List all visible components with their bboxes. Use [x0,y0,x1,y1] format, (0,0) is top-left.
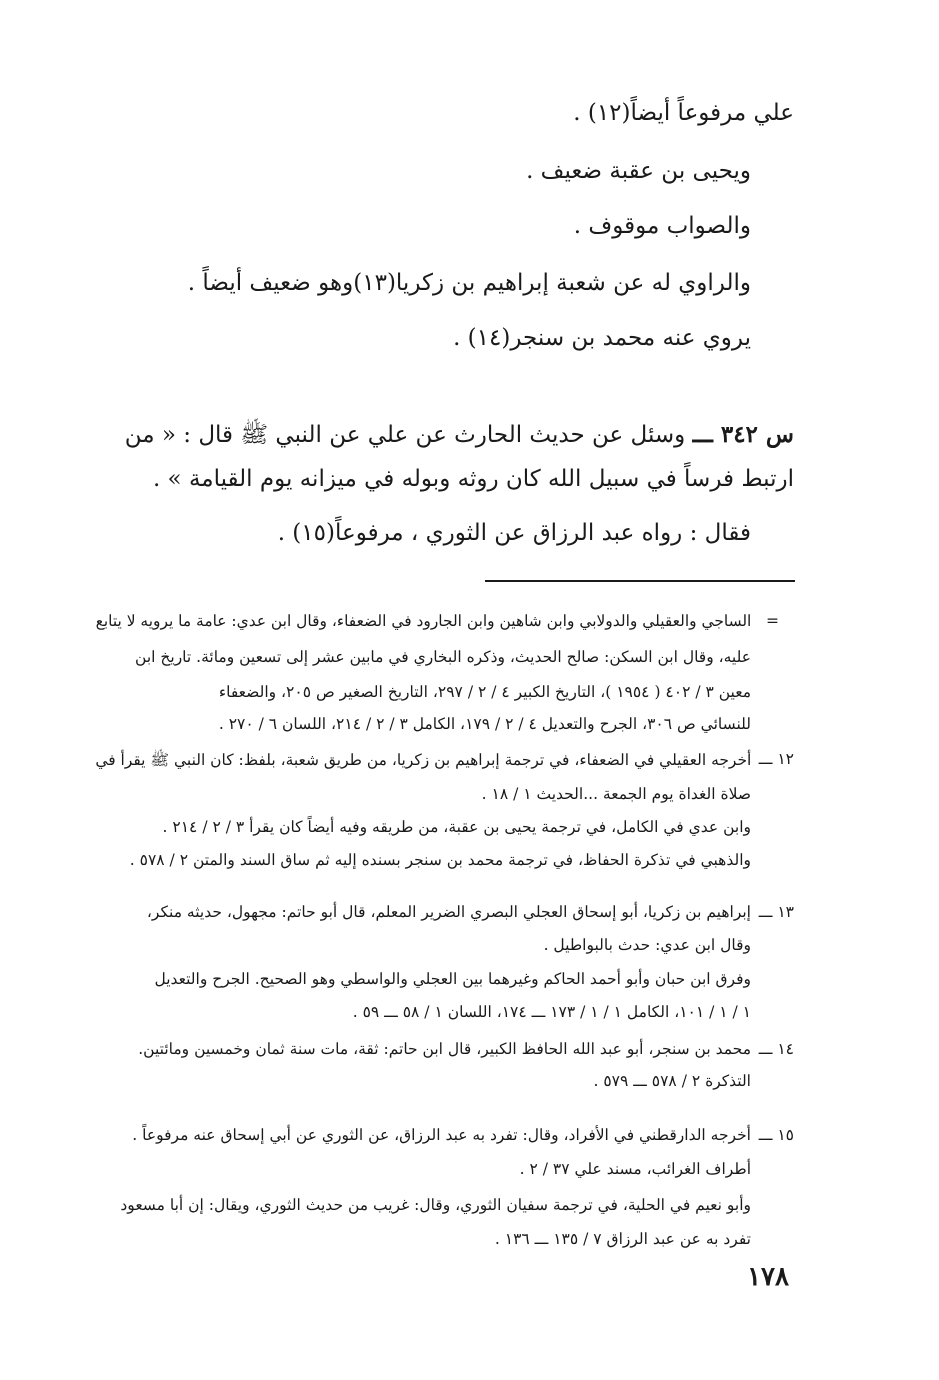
footnote-cont-line-1: الساجي والعقيلي والدولابي وابن شاهين وابن الجارود في الضعفاء، وقال ابن عدي: عامة ما يرويه لا يتابع [95,612,751,630]
main-line-2: ويحيى بن عقبة ضعيف . [526,158,751,184]
footnote-15-line-1: أخرجه الدارقطني في الأفراد، وقال: تفرد به عبد الرزاق، عن الثوري عن أبي إسحاق عنه مرفوعاً . [132,1126,751,1144]
footnote-14-line-2: التذكرة ٢ / ٥٧٨ ـــ ٥٧٩ . [593,1072,751,1090]
main-line-5: يروي عنه محمد بن سنجر(١٤) . [453,325,751,351]
footnote-cont-line-2: عليه، وقال ابن السكن: صالح الحديث، وذكره البخاري في مابين عشر إلى تسعين ومائة. تاريخ ابن [135,648,751,666]
footnote-13-number: ١٣ ـــ [758,903,794,921]
footnote-cont-line-3: معين ٣ / ٤٠٢ ( ١٩٥٤ )، التاريخ الكبير ٤ / ٢ / ٢٩٧، التاريخ الصغير ص ٢٠٥، والضعفاء [218,683,751,701]
main-line-1: علي مرفوعاً أيضاً(١٢) . [573,100,794,126]
footnote-cont-line-4: للنسائي ص ٣٠٦، الجرح والتعديل ٤ / ٢ / ١٧٩، الكامل ٣ / ٢ / ٢١٤، اللسان ٦ / ٢٧٠ . [218,715,751,733]
footnote-15-line-2: أطراف الغرائب، مسند علي ٣٧ / ٢ . [519,1160,751,1178]
footnote-14-line-1: محمد بن سنجر، أبو عبد الله الحافظ الكبير، قال ابن حاتم: ثقة، مات سنة ثمان وخمسين ومائتين. [138,1040,751,1058]
footnote-12-line-4: والذهبي في تذكرة الحفاظ، في ترجمة محمد بن سنجر بسنده إليه ثم ساق السند والمتن ٢ / ٥٧٨ . [129,851,751,869]
main-line-4: والراوي له عن شعبة إبراهيم بن زكريا(١٣)وهو ضعيف أيضاً . [187,270,751,296]
footnote-divider [485,580,795,582]
footnote-12-line-1: أخرجه العقيلي في الضعفاء، في ترجمة إبراهيم بن زكريا، من طريق شعبة، بلفظ: كان النبي ﷺ يقرأ في [94,751,751,769]
question-text-1: وسئل عن حديث الحارث عن علي عن النبي ﷺ قال : « من [124,422,686,448]
footnote-13-line-4: ١ / ١ / ١٠١، الكامل ١ / ١ / ١٧٣ ـــ ١٧٤، اللسان ١ / ٥٨ ـــ ٥٩ . [352,1003,751,1021]
footnote-15-line-4: تفرد به عن عبد الرزاق ٧ / ١٣٥ ـــ ١٣٦ . [494,1230,751,1248]
main-line-3: والصواب موقوف . [573,213,751,239]
question-label: س ٣٤٢ ـــ [692,421,794,448]
question-line-2: ارتبط فرساً في سبيل الله كان روثه وبوله في ميزانه يوم القيامة » . [152,466,794,492]
page-number: ١٧٨ [747,1262,789,1292]
footnote-14-number: ١٤ ـــ [758,1040,794,1058]
footnote-15-line-3: وأبو نعيم في الحلية، في ترجمة سفيان الثوري، وقال: غريب من حديث الثوري، ويقال: إن أبا مسعود [120,1196,751,1214]
footnote-13-line-3: وفرق ابن حبان وأبو أحمد الحاكم وغيرهما بين العجلي والواسطي وهو الصحيح. الجرح والتعديل [154,970,751,988]
footnote-15-number: ١٥ ـــ [758,1126,794,1144]
footnote-12-line-2: صلاة الغداة يوم الجمعة ...الحديث ١ / ١٨ . [481,785,751,803]
footnote-13-line-2: وقال ابن عدي: حدث بالبواطيل . [543,936,751,954]
footnote-continuation-marker: = [766,612,779,630]
footnote-12-number: ١٢ ـــ [758,750,794,768]
question-line-3: فقال : رواه عبد الرزاق عن الثوري ، مرفوعاً(١٥) . [277,520,751,546]
footnote-12-line-3: وابن عدي في الكامل، في ترجمة يحيى بن عقبة، من طريقه وفيه أيضاً كان يقرأ ٣ / ٢ / ٢١٤ . [162,818,751,836]
footnote-13-line-1: إبراهيم بن زكريا، أبو إسحاق العجلي البصري الضرير المعلم، قال أبو حاتم: مجهول، حديثه منكر، [146,903,751,921]
question-line-1 [125,420,794,454]
